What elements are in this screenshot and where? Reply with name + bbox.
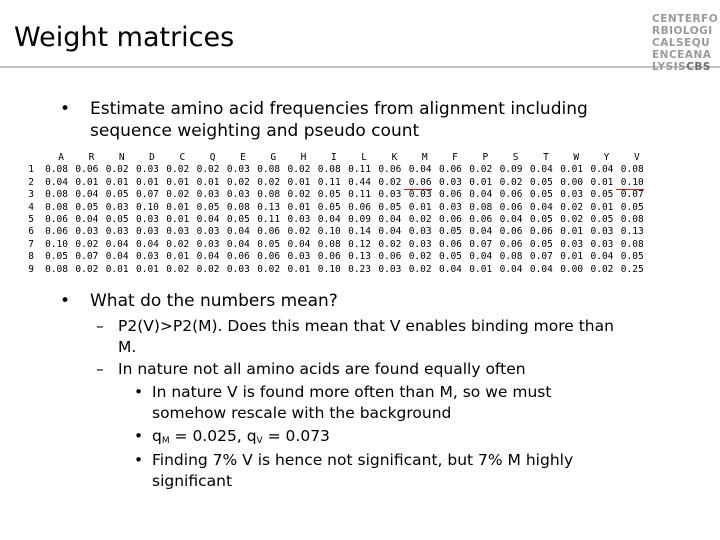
matrix-cell-F: 0.04	[439, 263, 462, 275]
matrix-cell-S: 0.08	[499, 251, 523, 263]
q-symbol-v: q	[246, 427, 257, 445]
title-divider	[0, 66, 720, 68]
matrix-cell-Y: 0.05	[590, 213, 614, 225]
matrix-cell-Q: 0.01	[196, 176, 220, 188]
matrix-cell-C: 0.03	[166, 226, 190, 238]
matrix-cell-W: 0.00	[560, 176, 584, 188]
matrix-cell-V: 0.05	[620, 201, 644, 213]
matrix-cell-R: 0.05	[75, 201, 99, 213]
matrix-cell-T: 0.06	[529, 226, 553, 238]
matrix-cell-Y: 0.03	[590, 226, 614, 238]
matrix-cell-G: 0.02	[257, 176, 281, 188]
row-position-label: 3	[28, 189, 34, 201]
matrix-cell-W: 0.03	[560, 238, 584, 250]
matrix-cell-R: 0.01	[75, 176, 99, 188]
matrix-cell-Q: 0.03	[196, 226, 220, 238]
column-header-H: H	[300, 152, 307, 163]
row-position-label: 2	[28, 176, 34, 188]
matrix-cell-L: 0.23	[348, 263, 371, 275]
bullet-line-2: sequence weighting and pseudo count	[90, 121, 420, 141]
matrix-cell-I: 0.10	[317, 263, 341, 275]
matrix-cell-N: 0.03	[105, 201, 129, 213]
column-header-M: M	[421, 152, 428, 163]
row-position-label: 5	[28, 213, 34, 225]
matrix-cell-F: 0.03	[439, 201, 462, 213]
matrix-cell-W: 0.02	[560, 201, 584, 213]
matrix-cell-Y: 0.02	[590, 263, 614, 275]
matrix-cell-R: 0.03	[75, 226, 99, 238]
matrix-cell-V: 0.08	[620, 164, 644, 176]
matrix-cell-F: 0.05	[439, 226, 462, 238]
matrix-cell-M: 0.03	[408, 189, 432, 201]
matrix-cell-R: 0.02	[75, 238, 99, 250]
column-header-P: P	[482, 152, 489, 163]
matrix-cell-F: 0.06	[439, 189, 462, 201]
matrix-cell-E: 0.02	[226, 176, 250, 188]
matrix-cell-F: 0.03	[439, 176, 462, 188]
matrix-cell-T: 0.05	[529, 176, 553, 188]
column-header-L: L	[361, 152, 367, 163]
matrix-cell-E: 0.05	[226, 213, 250, 225]
column-header-V: V	[633, 152, 640, 163]
matrix-cell-D: 0.03	[136, 251, 159, 263]
matrix-cell-G: 0.06	[257, 251, 281, 263]
matrix-cell-Q: 0.02	[196, 164, 220, 176]
logo-brand: CBS	[686, 61, 711, 73]
matrix-cell-G: 0.02	[257, 263, 281, 275]
matrix-cell-M: 0.03	[408, 226, 432, 238]
matrix-cell-C: 0.02	[166, 263, 190, 275]
matrix-cell-W: 0.01	[560, 164, 584, 176]
matrix-cell-R: 0.04	[75, 189, 99, 201]
matrix-cell-R: 0.07	[75, 251, 99, 263]
matrix-cell-K: 0.06	[378, 164, 402, 176]
matrix-cell-T: 0.05	[529, 213, 553, 225]
column-header-A: A	[58, 152, 64, 163]
matrix-cell-A: 0.08	[45, 201, 68, 213]
matrix-cell-N: 0.01	[105, 176, 129, 188]
matrix-cell-Q: 0.03	[196, 189, 220, 201]
matrix-cell-P: 0.04	[469, 189, 493, 201]
matrix-cell-F: 0.06	[439, 213, 462, 225]
matrix-cell-K: 0.02	[378, 176, 402, 188]
matrix-cell-L: 0.06	[348, 201, 371, 213]
dash-icon: –	[96, 317, 104, 335]
matrix-cell-I: 0.08	[317, 238, 341, 250]
bullet-estimate	[60, 98, 660, 144]
matrix-cell-I: 0.05	[317, 189, 341, 201]
bullet-line-1: Estimate amino acid frequencies from alignment including	[90, 99, 588, 119]
matrix-cell-Y: 0.05	[590, 189, 614, 201]
matrix-cell-Q: 0.05	[196, 201, 220, 213]
bullet-icon: •	[134, 451, 144, 469]
sub-point-nature	[96, 358, 696, 380]
matrix-cell-D: 0.03	[136, 213, 159, 225]
slide-title: Weight matrices	[14, 22, 235, 53]
matrix-cell-K: 0.04	[378, 213, 402, 225]
bullet-icon: •	[134, 383, 144, 401]
sub-sub-line-2: somehow rescale with the background	[152, 404, 452, 422]
bullet-text: What do the numbers mean?	[90, 291, 338, 311]
column-header-I: I	[330, 152, 337, 163]
matrix-cell-V: 0.08	[620, 238, 644, 250]
matrix-cell-M: 0.04	[408, 164, 432, 176]
matrix-cell-V: 0.08	[620, 213, 644, 225]
matrix-cell-G: 0.13	[257, 201, 281, 213]
matrix-cell-I: 0.05	[317, 201, 341, 213]
matrix-cell-T: 0.05	[529, 238, 553, 250]
matrix-cell-C: 0.02	[166, 238, 190, 250]
matrix-cell-Q: 0.04	[196, 251, 220, 263]
matrix-cell-D: 0.03	[136, 226, 159, 238]
matrix-cell-S: 0.09	[499, 164, 523, 176]
matrix-cell-L: 0.44	[348, 176, 371, 188]
matrix-cell-M: 0.02	[408, 263, 432, 275]
matrix-cell-F: 0.06	[439, 238, 462, 250]
matrix-cell-C: 0.01	[166, 251, 190, 263]
matrix-cell-Y: 0.04	[590, 251, 614, 263]
row-position-label: 4	[28, 201, 34, 213]
matrix-cell-S: 0.04	[499, 263, 523, 275]
matrix-cell-L: 0.13	[348, 251, 371, 263]
column-header-G: G	[270, 152, 277, 163]
sub-point-line-2: M.	[118, 338, 137, 356]
matrix-cell-P: 0.07	[469, 238, 493, 250]
matrix-cell-I: 0.10	[317, 226, 341, 238]
matrix-cell-V: 0.25	[620, 263, 644, 275]
matrix-cell-S: 0.06	[499, 226, 523, 238]
matrix-cell-R: 0.02	[75, 263, 99, 275]
matrix-cell-R: 0.04	[75, 213, 99, 225]
sub-sub-line-1: In nature V is found more often than M, so we must	[152, 383, 552, 401]
column-header-Q: Q	[209, 152, 216, 163]
bullet-icon: •	[60, 291, 71, 311]
matrix-cell-Y: 0.01	[590, 176, 614, 188]
matrix-cell-E: 0.03	[226, 263, 250, 275]
matrix-cell-T: 0.05	[529, 189, 553, 201]
matrix-cell-C: 0.02	[166, 189, 190, 201]
matrix-cell-N: 0.04	[105, 238, 129, 250]
matrix-cell-A: 0.08	[45, 164, 68, 176]
matrix-cell-V: 0.10	[616, 177, 644, 190]
matrix-cell-S: 0.04	[499, 213, 523, 225]
matrix-cell-W: 0.03	[560, 189, 584, 201]
column-header-C: C	[179, 152, 186, 163]
matrix-cell-P: 0.04	[469, 251, 493, 263]
matrix-cell-M: 0.03	[408, 238, 432, 250]
matrix-cell-P: 0.02	[469, 164, 493, 176]
matrix-cell-K: 0.05	[378, 201, 402, 213]
matrix-cell-H: 0.02	[287, 226, 311, 238]
matrix-cell-G: 0.08	[257, 164, 281, 176]
matrix-cell-G: 0.06	[257, 226, 281, 238]
column-header-E: E	[240, 152, 246, 163]
sub-sub-point-rescale	[134, 381, 694, 425]
q-v-value: = 0.073	[262, 427, 330, 445]
matrix-cell-H: 0.03	[287, 251, 311, 263]
matrix-cell-T: 0.04	[529, 201, 553, 213]
matrix-cell-K: 0.06	[378, 251, 402, 263]
logo-line-3: CALSEQU	[652, 37, 711, 49]
matrix-cell-P: 0.01	[469, 263, 493, 275]
matrix-cell-D: 0.10	[136, 201, 159, 213]
row-position-label: 8	[28, 251, 34, 263]
column-header-N: N	[118, 152, 125, 163]
sub-sub-line-2: significant	[152, 472, 233, 490]
matrix-cell-W: 0.00	[560, 263, 584, 275]
logo-line-5	[652, 61, 716, 73]
matrix-cell-H: 0.01	[287, 201, 311, 213]
matrix-cell-V: 0.13	[620, 226, 644, 238]
column-header-T: T	[543, 152, 549, 163]
matrix-cell-E: 0.04	[226, 238, 250, 250]
logo-line-1: CENTERFO	[652, 13, 719, 25]
matrix-cell-A: 0.08	[45, 263, 68, 275]
matrix-cell-G: 0.11	[257, 213, 281, 225]
matrix-cell-M: 0.02	[408, 251, 432, 263]
matrix-cell-H: 0.01	[287, 263, 311, 275]
matrix-cell-M: 0.02	[408, 213, 432, 225]
matrix-cell-K: 0.02	[378, 238, 402, 250]
logo-line-2: RBIOLOGI	[652, 25, 713, 37]
dash-icon: –	[96, 360, 104, 378]
matrix-cell-Q: 0.02	[196, 263, 220, 275]
sub-point-text: In nature not all amino acids are found equally often	[118, 360, 526, 378]
matrix-cell-A: 0.06	[45, 226, 68, 238]
matrix-cell-H: 0.01	[287, 176, 311, 188]
matrix-cell-Y: 0.03	[590, 238, 614, 250]
bullet-icon: •	[60, 99, 71, 119]
matrix-cell-L: 0.11	[348, 164, 371, 176]
column-header-F: F	[452, 152, 458, 163]
matrix-cell-I: 0.08	[317, 164, 341, 176]
matrix-cell-E: 0.03	[226, 189, 250, 201]
logo-last-word: LYSIS	[652, 61, 687, 73]
matrix-cell-N: 0.01	[105, 263, 129, 275]
matrix-cell-Q: 0.04	[196, 213, 220, 225]
matrix-cell-Y: 0.01	[590, 201, 614, 213]
q-m-value: = 0.025,	[169, 427, 247, 445]
matrix-cell-I: 0.04	[317, 213, 341, 225]
background-frequencies	[152, 425, 330, 452]
row-position-label: 7	[28, 238, 34, 250]
row-position-label: 6	[28, 226, 34, 238]
matrix-cell-D: 0.04	[136, 238, 159, 250]
matrix-cell-S: 0.06	[499, 238, 523, 250]
matrix-cell-V: 0.07	[620, 189, 644, 201]
matrix-cell-E: 0.06	[226, 251, 250, 263]
matrix-cell-E: 0.04	[226, 226, 250, 238]
column-header-W: W	[573, 152, 580, 163]
sub-sub-point-significance	[134, 449, 694, 493]
column-header-S: S	[512, 152, 519, 163]
matrix-cell-E: 0.03	[226, 164, 250, 176]
matrix-cell-M: 0.06	[404, 177, 432, 190]
matrix-cell-K: 0.03	[378, 189, 402, 201]
bullet-question	[60, 290, 660, 314]
matrix-cell-P: 0.01	[469, 176, 493, 188]
matrix-cell-K: 0.04	[378, 226, 402, 238]
matrix-cell-N: 0.04	[105, 251, 129, 263]
matrix-cell-C: 0.01	[166, 201, 190, 213]
matrix-cell-T: 0.04	[529, 263, 553, 275]
matrix-cell-Q: 0.03	[196, 238, 220, 250]
matrix-cell-C: 0.02	[166, 164, 190, 176]
column-header-D: D	[149, 152, 155, 163]
matrix-cell-T: 0.04	[529, 164, 553, 176]
m-subscript: M	[161, 436, 170, 446]
column-header-R: R	[88, 152, 95, 163]
sub-point-p2	[96, 315, 696, 359]
matrix-cell-F: 0.05	[439, 251, 462, 263]
matrix-cell-N: 0.03	[105, 226, 129, 238]
matrix-cell-H: 0.03	[287, 213, 311, 225]
matrix-cell-E: 0.08	[226, 201, 250, 213]
matrix-cell-M: 0.01	[408, 201, 432, 213]
bullet-icon: •	[134, 427, 144, 445]
matrix-cell-S: 0.06	[499, 201, 523, 213]
matrix-cell-H: 0.04	[287, 238, 311, 250]
matrix-cell-K: 0.03	[378, 263, 402, 275]
matrix-cell-N: 0.05	[105, 189, 129, 201]
matrix-cell-G: 0.05	[257, 238, 281, 250]
column-header-K: K	[391, 152, 398, 163]
column-header-Y: Y	[603, 152, 610, 163]
matrix-cell-N: 0.05	[105, 213, 129, 225]
matrix-cell-S: 0.02	[499, 176, 523, 188]
matrix-cell-T: 0.07	[529, 251, 553, 263]
matrix-cell-H: 0.02	[287, 189, 311, 201]
matrix-cell-A: 0.10	[45, 238, 68, 250]
matrix-cell-L: 0.09	[348, 213, 371, 225]
row-position-label: 1	[28, 164, 34, 176]
matrix-cell-L: 0.12	[348, 238, 371, 250]
matrix-cell-N: 0.02	[105, 164, 129, 176]
matrix-cell-W: 0.02	[560, 213, 584, 225]
matrix-cell-D: 0.07	[136, 189, 159, 201]
matrix-cell-S: 0.06	[499, 189, 523, 201]
sub-sub-line-1: Finding 7% V is hence not significant, but 7% M highly	[152, 451, 574, 469]
matrix-cell-D: 0.01	[136, 176, 159, 188]
matrix-cell-D: 0.03	[136, 164, 159, 176]
matrix-cell-R: 0.06	[75, 164, 99, 176]
matrix-cell-A: 0.05	[45, 251, 68, 263]
sub-sub-point-background-freq	[134, 425, 694, 447]
matrix-cell-P: 0.04	[469, 226, 493, 238]
matrix-cell-P: 0.06	[469, 213, 493, 225]
matrix-cell-I: 0.11	[317, 176, 341, 188]
matrix-cell-W: 0.01	[560, 251, 584, 263]
matrix-cell-C: 0.01	[166, 176, 190, 188]
v-subscript: V	[256, 436, 263, 446]
matrix-cell-C: 0.01	[166, 213, 190, 225]
matrix-cell-V: 0.05	[620, 251, 644, 263]
matrix-cell-Y: 0.04	[590, 164, 614, 176]
matrix-cell-L: 0.14	[348, 226, 371, 238]
matrix-cell-I: 0.06	[317, 251, 341, 263]
matrix-cell-A: 0.04	[45, 176, 68, 188]
sub-point-line-1: P2(V)>P2(M). Does this mean that V enables binding more than	[118, 317, 614, 335]
q-symbol: q	[152, 427, 162, 445]
cbs-logo	[652, 13, 719, 73]
matrix-cell-L: 0.11	[348, 189, 371, 201]
matrix-cell-W: 0.01	[560, 226, 584, 238]
matrix-cell-A: 0.08	[45, 189, 68, 201]
matrix-cell-D: 0.01	[136, 263, 159, 275]
matrix-cell-A: 0.06	[45, 213, 68, 225]
row-position-label: 9	[28, 263, 34, 275]
logo-line-4: ENCEANA	[652, 49, 712, 61]
matrix-cell-F: 0.06	[439, 164, 462, 176]
matrix-cell-G: 0.08	[257, 189, 281, 201]
matrix-cell-P: 0.08	[469, 201, 493, 213]
matrix-cell-H: 0.02	[287, 164, 311, 176]
